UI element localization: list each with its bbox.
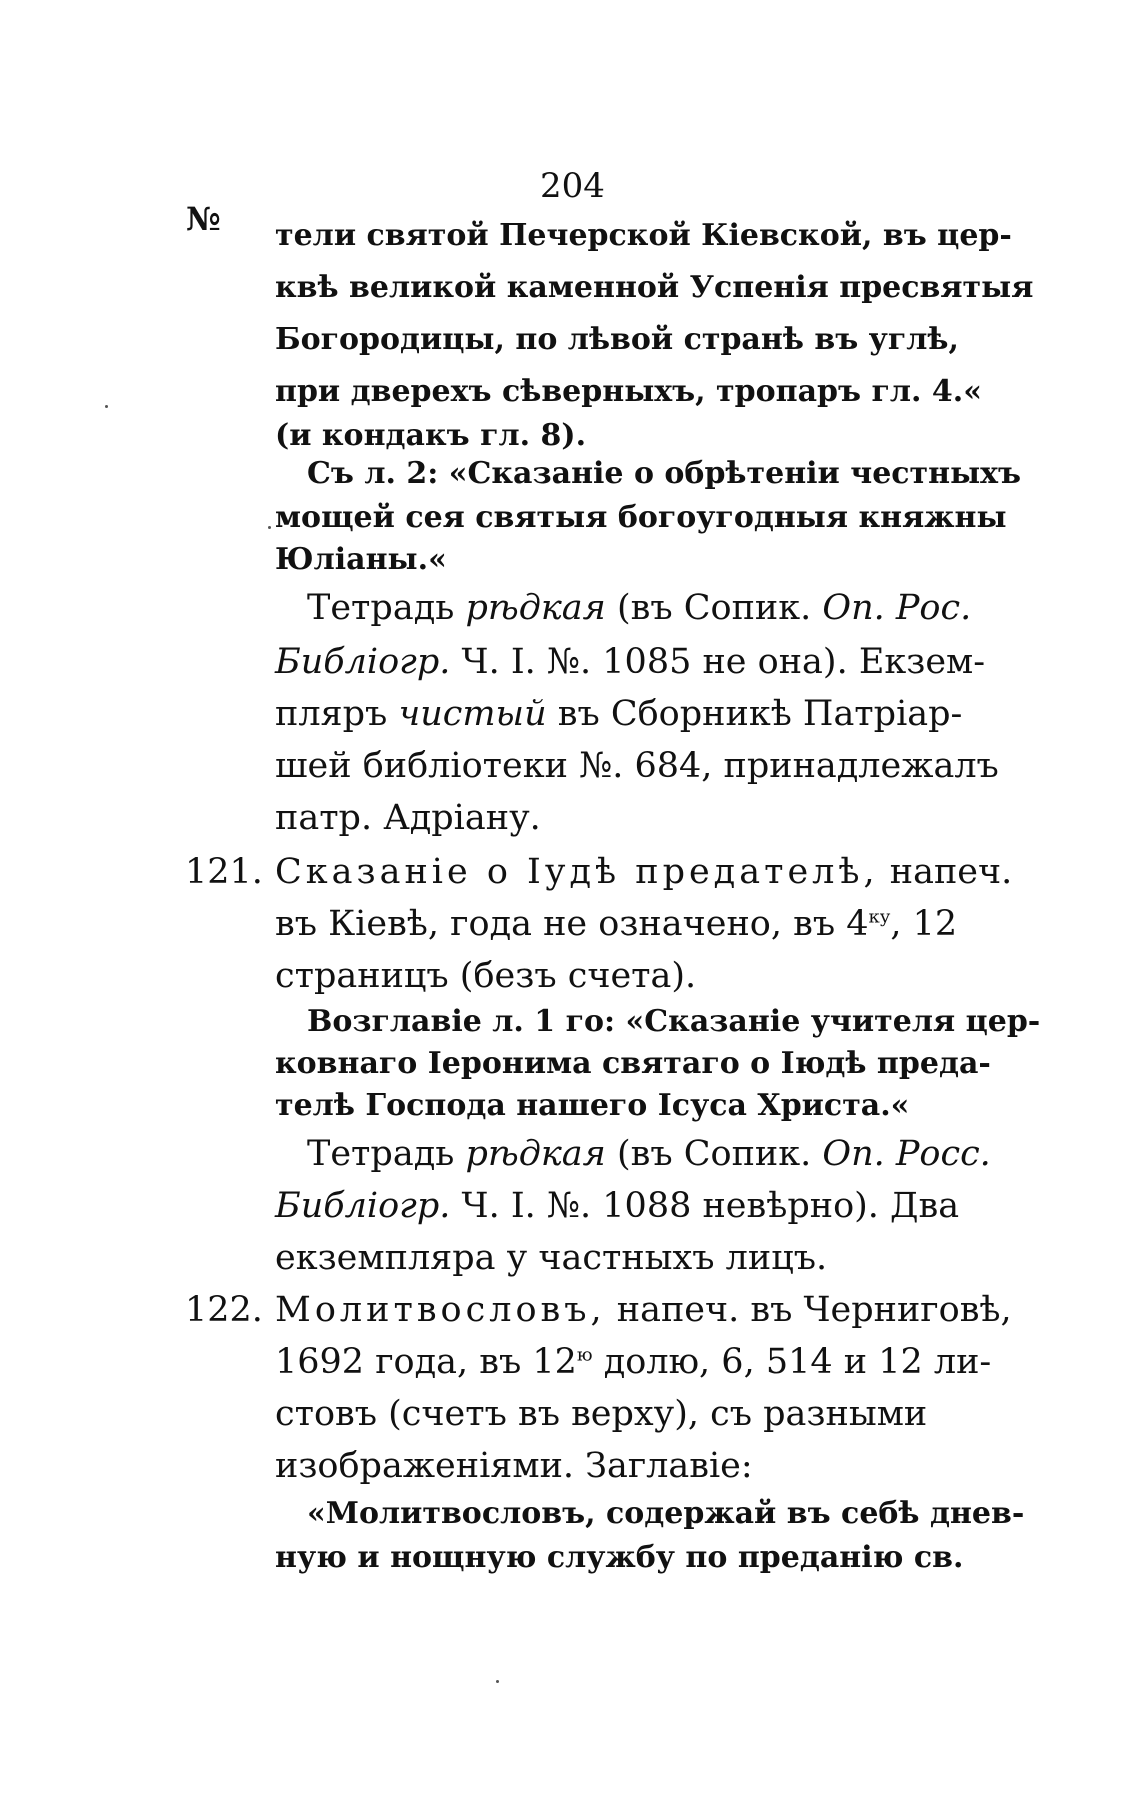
scan-speck xyxy=(496,1680,499,1683)
entry-title-line xyxy=(275,1290,1012,1330)
heading-line: ковнаго Іеронима святаго о Іюдѣ преда- xyxy=(275,1046,991,1081)
text-line: изображеніями. Заглавіе: xyxy=(275,1446,753,1486)
note-text: пляръ xyxy=(275,694,399,734)
note-text: (въ Сопик. xyxy=(605,588,823,628)
text-line: квѣ великой каменной Успенія пресвятыя xyxy=(275,270,1034,305)
note-italic: рѣдкая xyxy=(465,588,606,628)
page-number: 204 xyxy=(540,166,605,206)
superscript: ку xyxy=(868,906,891,928)
text-line: Съ л. 2: «Сказаніе о обрѣтеніи честныхъ xyxy=(307,456,1022,491)
text-line xyxy=(275,1342,991,1382)
entry-text: напеч. xyxy=(878,852,1013,892)
note-line: патр. Адріану. xyxy=(275,798,541,838)
scan-speck xyxy=(268,526,271,529)
note-line xyxy=(307,588,971,628)
note-text: Ч. I. №. 1085 не она). Екзем- xyxy=(450,642,986,682)
note-line xyxy=(275,642,985,682)
note-line xyxy=(275,1186,959,1226)
superscript: ю xyxy=(576,1344,593,1366)
heading-line: телѣ Господа нашего Ісуса Христа.« xyxy=(275,1088,910,1123)
text-line: Богородицы, по лѣвой странѣ въ углѣ, xyxy=(275,322,959,357)
entry-title: Сказаніе о Іудѣ предателѣ, xyxy=(275,852,879,892)
note-italic: Библіогр. xyxy=(275,1186,451,1226)
text-line: (и кондакъ гл. 8). xyxy=(275,418,587,453)
entry-text: , 12 xyxy=(890,904,958,944)
heading-line: Возглавіе л. 1 го: «Сказаніе учителя цер- xyxy=(307,1004,1041,1039)
note-italic: Оп. Росс. xyxy=(822,1134,991,1174)
note-line: шей библіотеки №. 684, принадлежалъ xyxy=(275,746,999,786)
note-italic: рѣдкая xyxy=(465,1134,606,1174)
text-line: страницъ (безъ счета). xyxy=(275,956,697,996)
note-italic: Оп. Рос. xyxy=(822,588,972,628)
scan-speck xyxy=(105,405,108,408)
note-text: (въ Сопик. xyxy=(605,1134,823,1174)
note-text: Тетрадь xyxy=(307,588,466,628)
entry-number: 122. xyxy=(185,1290,263,1330)
text-line: при дверехъ сѣверныхъ, тропаръ гл. 4.« xyxy=(275,374,982,409)
entry-text: напеч. въ Черниговѣ, xyxy=(605,1290,1012,1330)
text-line xyxy=(275,904,957,944)
entry-title: Молитвословъ, xyxy=(275,1290,606,1330)
entry-text: въ Кіевѣ, года не означено, въ 4 xyxy=(275,904,869,944)
text-line: стовъ (счетъ въ верху), съ разными xyxy=(275,1394,928,1434)
entry-title-line xyxy=(275,852,1012,892)
entry-number: 121. xyxy=(185,852,263,892)
entry-text: 1692 года, въ 12 xyxy=(275,1342,577,1382)
note-italic: Библіогр. xyxy=(275,642,451,682)
note-line xyxy=(307,1134,991,1174)
margin-number-mark: № xyxy=(186,200,221,238)
text-line: мощей сея святыя богоугодныя княжны xyxy=(275,500,1007,535)
note-line: екземпляра у частныхъ лицъ. xyxy=(275,1238,828,1278)
title-quote-line: «Молитвословъ, содержай въ себѣ днев- xyxy=(307,1496,1025,1531)
entry-text: долю, 6, 514 и 12 ли- xyxy=(592,1342,992,1382)
note-line xyxy=(275,694,962,734)
text-line: тели святой Печерской Кіевской, въ цер- xyxy=(275,218,1012,253)
note-italic: чистый xyxy=(398,694,547,734)
note-text: Тетрадь xyxy=(307,1134,466,1174)
note-text: въ Сборникѣ Патріар- xyxy=(546,694,963,734)
title-quote-line: ную и нощную службу по преданію св. xyxy=(275,1540,964,1575)
note-text: Ч. I. №. 1088 невѣрно). Два xyxy=(450,1186,960,1226)
text-line: Юліаны.« xyxy=(275,542,447,577)
